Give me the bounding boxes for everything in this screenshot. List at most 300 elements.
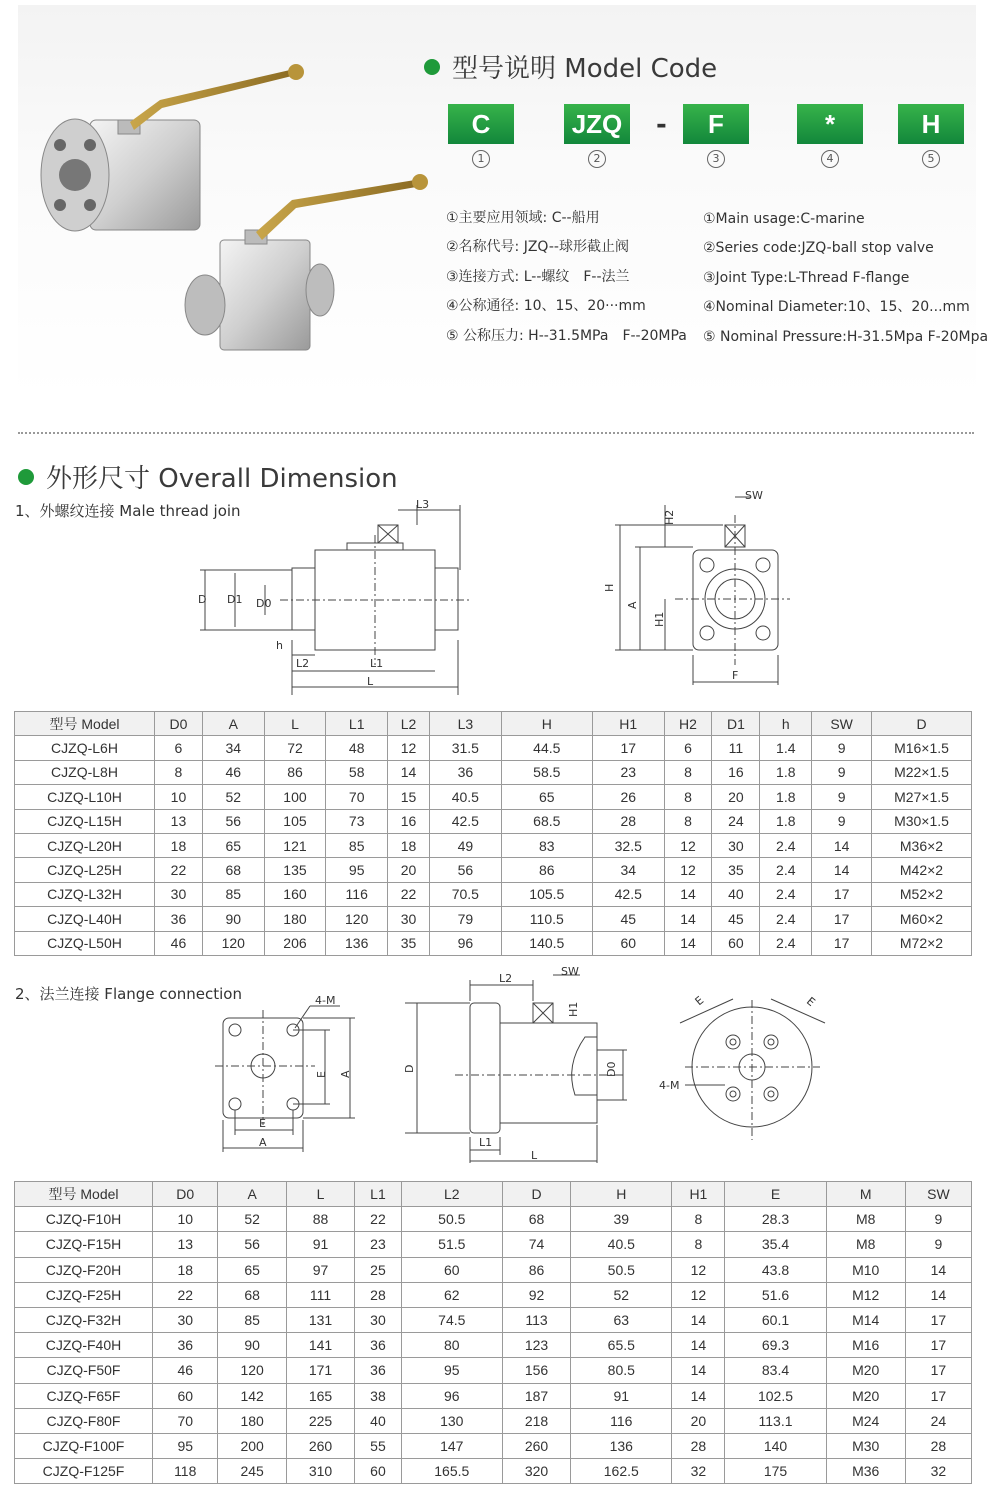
- table-cell: 2.4: [760, 907, 812, 931]
- table-header-cell: L1: [355, 1182, 402, 1207]
- table-cell: 17: [592, 736, 664, 760]
- table-header-cell: L: [286, 1182, 354, 1207]
- table-header-cell: A: [202, 712, 264, 736]
- table-cell: 26: [592, 785, 664, 809]
- table-cell: 17: [812, 882, 872, 906]
- table-cell: 90: [218, 1333, 286, 1358]
- table-row: [15, 1232, 972, 1257]
- table-cell: 165: [286, 1383, 354, 1408]
- table-cell: 45: [712, 907, 760, 931]
- table-row: [15, 833, 972, 857]
- table-cell: 49: [430, 833, 502, 857]
- table-cell: CJZQ-L10H: [15, 785, 155, 809]
- table-cell: 111: [286, 1282, 354, 1307]
- table-cell: 12: [664, 833, 712, 857]
- table-cell: 14: [905, 1282, 971, 1307]
- table-cell: 23: [592, 760, 664, 784]
- table-cell: 113: [502, 1307, 570, 1332]
- table-cell: 96: [401, 1383, 502, 1408]
- table-cell: 18: [155, 833, 203, 857]
- table-cell: 12: [672, 1282, 725, 1307]
- table-cell: 1.4: [760, 736, 812, 760]
- table-cell: 260: [286, 1433, 354, 1458]
- table-row: [15, 1433, 972, 1458]
- table-cell: 175: [725, 1459, 826, 1484]
- table-cell: 24: [712, 809, 760, 833]
- table-header-cell: SW: [812, 712, 872, 736]
- table-cell: 9: [812, 785, 872, 809]
- table-cell: 105: [264, 809, 326, 833]
- table-cell: 65: [501, 785, 592, 809]
- table-cell: 30: [388, 907, 430, 931]
- table-header-cell: A: [218, 1182, 286, 1207]
- table-row: [15, 858, 972, 882]
- table-cell: 88: [286, 1207, 354, 1232]
- table-cell: M12: [826, 1282, 905, 1307]
- flange-valve-image: [41, 64, 304, 231]
- table-cell: 40: [355, 1408, 402, 1433]
- table-cell: 55: [355, 1433, 402, 1458]
- table-header-cell: D: [872, 712, 972, 736]
- table-cell: 225: [286, 1408, 354, 1433]
- table-cell: 14: [905, 1257, 971, 1282]
- table-cell: 180: [264, 907, 326, 931]
- dim-label-l2: L2: [499, 972, 513, 985]
- dim-label-sw: SW: [561, 965, 579, 978]
- table-cell: 97: [286, 1257, 354, 1282]
- table-cell: CJZQ-F100F: [15, 1433, 153, 1458]
- table-cell: 9: [905, 1232, 971, 1257]
- table-cell: CJZQ-L25H: [15, 858, 155, 882]
- table-cell: 260: [502, 1433, 570, 1458]
- code-box-h: H: [898, 104, 964, 144]
- male-thread-subtitle: 1、外螺纹连接 Male thread join: [15, 502, 241, 520]
- dim-label-l: L: [367, 675, 374, 688]
- table-cell: 46: [153, 1358, 218, 1383]
- table-cell: 68: [202, 858, 264, 882]
- dim-label-l1: L1: [370, 657, 384, 670]
- code-box-c: C: [448, 104, 514, 144]
- dim-label-h1: H1: [653, 611, 666, 627]
- flange-dimension-table: [14, 1181, 972, 1484]
- table-cell: M16×1.5: [872, 736, 972, 760]
- table-row: [15, 1459, 972, 1484]
- table-cell: 85: [326, 833, 388, 857]
- table-cell: 36: [430, 760, 502, 784]
- table-cell: 17: [812, 907, 872, 931]
- table-cell: M10: [826, 1257, 905, 1282]
- table-cell: 70: [326, 785, 388, 809]
- flange-front-view-drawing: [205, 990, 380, 1155]
- section-divider: [18, 432, 974, 434]
- product-photo: [30, 60, 450, 380]
- model-code-row: [446, 104, 966, 174]
- table-cell: CJZQ-F10H: [15, 1207, 153, 1232]
- table-cell: CJZQ-F80F: [15, 1408, 153, 1433]
- table-cell: 1.8: [760, 809, 812, 833]
- table-cell: 160: [264, 882, 326, 906]
- code-box-star: *: [797, 104, 863, 144]
- dim-label-a: A: [259, 1136, 267, 1149]
- table-cell: 34: [202, 736, 264, 760]
- table-cell: CJZQ-L15H: [15, 809, 155, 833]
- flange-round-view-drawing: [655, 985, 830, 1150]
- table-cell: 74.5: [401, 1307, 502, 1332]
- table-cell: 110.5: [501, 907, 592, 931]
- table-cell: 10: [153, 1207, 218, 1232]
- table-cell: 24: [905, 1408, 971, 1433]
- dim-label-e: E: [803, 994, 818, 1009]
- table-cell: 320: [502, 1459, 570, 1484]
- model-code-title: 型号说明 Model Code: [424, 48, 717, 85]
- table-header-cell: H1: [592, 712, 664, 736]
- table-cell: 14: [672, 1358, 725, 1383]
- table-header-cell: E: [725, 1182, 826, 1207]
- dim-label-a: A: [626, 601, 639, 609]
- table-cell: M42×2: [872, 858, 972, 882]
- table-cell: M30: [826, 1433, 905, 1458]
- table-cell: 22: [155, 858, 203, 882]
- table-cell: 120: [202, 931, 264, 955]
- table-cell: 42.5: [592, 882, 664, 906]
- table-cell: 200: [218, 1433, 286, 1458]
- table-cell: 30: [355, 1307, 402, 1332]
- table-cell: 218: [502, 1408, 570, 1433]
- table-cell: 141: [286, 1333, 354, 1358]
- dim-label-e: E: [259, 1117, 266, 1130]
- flange-subtitle: 2、法兰连接 Flange connection: [15, 985, 242, 1003]
- table-cell: 17: [812, 931, 872, 955]
- table-row: [15, 785, 972, 809]
- table-row: [15, 1358, 972, 1383]
- table-header-cell: D0: [153, 1182, 218, 1207]
- table-cell: 116: [571, 1408, 672, 1433]
- table-cell: 14: [672, 1307, 725, 1332]
- table-cell: 80: [401, 1333, 502, 1358]
- table-cell: 10: [155, 785, 203, 809]
- table-cell: M16: [826, 1333, 905, 1358]
- table-cell: 40: [712, 882, 760, 906]
- code-num-5: 5: [898, 150, 964, 168]
- table-cell: 14: [388, 760, 430, 784]
- table-cell: 85: [202, 882, 264, 906]
- table-cell: 95: [401, 1358, 502, 1383]
- table-cell: M36: [826, 1459, 905, 1484]
- table-cell: 116: [326, 882, 388, 906]
- table-cell: 171: [286, 1358, 354, 1383]
- table-cell: 50.5: [401, 1207, 502, 1232]
- dim-label-4m: 4-M: [659, 1079, 680, 1092]
- table-cell: 25: [355, 1257, 402, 1282]
- table-cell: 14: [664, 882, 712, 906]
- table-cell: 14: [672, 1383, 725, 1408]
- table-header-cell: D0: [155, 712, 203, 736]
- table-cell: 32.5: [592, 833, 664, 857]
- table-cell: M22×1.5: [872, 760, 972, 784]
- table-cell: 58.5: [501, 760, 592, 784]
- table-cell: 83: [501, 833, 592, 857]
- table-cell: 30: [712, 833, 760, 857]
- table-cell: 69.3: [725, 1333, 826, 1358]
- dim-label-h: h: [276, 639, 283, 652]
- model-code-desc-cn: [446, 204, 687, 351]
- desc-en-line: ⑤ Nominal Pressure:H-31.5Mpa F-20Mpa: [703, 328, 989, 345]
- table-row: [15, 1307, 972, 1332]
- table-row: [15, 1282, 972, 1307]
- table-cell: 68.5: [501, 809, 592, 833]
- table-header-cell: L: [264, 712, 326, 736]
- table-cell: 187: [502, 1383, 570, 1408]
- dim-label-h1: H1: [567, 1001, 580, 1017]
- table-cell: 46: [155, 931, 203, 955]
- table-cell: 42.5: [430, 809, 502, 833]
- table-cell: 60: [153, 1383, 218, 1408]
- dim-label-l3: L3: [416, 498, 430, 511]
- table-cell: 70: [153, 1408, 218, 1433]
- table-cell: 79: [430, 907, 502, 931]
- table-row: [15, 931, 972, 955]
- table-cell: CJZQ-L6H: [15, 736, 155, 760]
- table-cell: M20: [826, 1358, 905, 1383]
- table-cell: 20: [712, 785, 760, 809]
- table-cell: 68: [502, 1207, 570, 1232]
- table-cell: 36: [355, 1358, 402, 1383]
- table-cell: 113.1: [725, 1408, 826, 1433]
- table-cell: 86: [502, 1257, 570, 1282]
- table-cell: 8: [155, 760, 203, 784]
- thread-valve-image: [185, 174, 428, 350]
- table-cell: M20: [826, 1383, 905, 1408]
- dim-label-d: D: [198, 593, 207, 606]
- table-cell: 91: [286, 1232, 354, 1257]
- code-box-jzq: JZQ: [564, 104, 630, 144]
- table-cell: 45: [592, 907, 664, 931]
- dim-label-f: F: [732, 669, 739, 682]
- table-cell: 12: [664, 858, 712, 882]
- table-cell: 31.5: [430, 736, 502, 760]
- table-cell: 32: [672, 1459, 725, 1484]
- table-cell: 245: [218, 1459, 286, 1484]
- code-dash: -: [656, 110, 667, 140]
- table-cell: 22: [388, 882, 430, 906]
- table-cell: 18: [388, 833, 430, 857]
- table-cell: 32: [905, 1459, 971, 1484]
- table-cell: 48: [326, 736, 388, 760]
- table-header-cell: D1: [712, 712, 760, 736]
- table-cell: 28: [592, 809, 664, 833]
- table-header-cell: L2: [388, 712, 430, 736]
- table-cell: 14: [672, 1333, 725, 1358]
- table-cell: 6: [155, 736, 203, 760]
- table-cell: 96: [430, 931, 502, 955]
- desc-cn-line: ①主要应用领域: C--船用: [446, 210, 600, 226]
- table-cell: 156: [502, 1358, 570, 1383]
- table-cell: CJZQ-L50H: [15, 931, 155, 955]
- table-header-cell: 型号 Model: [15, 712, 155, 736]
- table-cell: 105.5: [501, 882, 592, 906]
- table-cell: 65: [218, 1257, 286, 1282]
- dim-label-e: E: [692, 993, 707, 1009]
- table-header-cell: L2: [401, 1182, 502, 1207]
- table-cell: M36×2: [872, 833, 972, 857]
- code-num-4: 4: [797, 150, 863, 168]
- table-header-cell: H: [571, 1182, 672, 1207]
- table-cell: 2.4: [760, 931, 812, 955]
- table-cell: 8: [664, 785, 712, 809]
- table-cell: 310: [286, 1459, 354, 1484]
- code-num-1: 1: [448, 150, 514, 168]
- table-header-cell: H: [501, 712, 592, 736]
- table-cell: 13: [153, 1232, 218, 1257]
- table-cell: 28: [355, 1282, 402, 1307]
- table-cell: 180: [218, 1408, 286, 1433]
- dim-label-a: A: [339, 1070, 352, 1078]
- table-cell: CJZQ-F20H: [15, 1257, 153, 1282]
- table-cell: 14: [812, 858, 872, 882]
- dim-label-l1: L1: [479, 1136, 493, 1149]
- table-cell: 22: [355, 1207, 402, 1232]
- table-cell: 28: [905, 1433, 971, 1458]
- table-cell: 14: [812, 833, 872, 857]
- table-cell: CJZQ-L20H: [15, 833, 155, 857]
- table-row: [15, 809, 972, 833]
- table-row: [15, 1383, 972, 1408]
- table-cell: 30: [155, 882, 203, 906]
- table-cell: 118: [153, 1459, 218, 1484]
- table-header-cell: D: [502, 1182, 570, 1207]
- table-cell: 35: [712, 858, 760, 882]
- table-cell: 130: [401, 1408, 502, 1433]
- table-cell: 58: [326, 760, 388, 784]
- table-cell: 16: [712, 760, 760, 784]
- table-row: [15, 1333, 972, 1358]
- table-cell: 36: [355, 1333, 402, 1358]
- table-cell: 9: [812, 809, 872, 833]
- table-row: [15, 882, 972, 906]
- table-cell: 86: [501, 858, 592, 882]
- table-cell: 90: [202, 907, 264, 931]
- table-cell: 162.5: [571, 1459, 672, 1484]
- table-cell: 120: [326, 907, 388, 931]
- table-cell: 8: [664, 809, 712, 833]
- table-cell: 9: [812, 760, 872, 784]
- table-cell: 62: [401, 1282, 502, 1307]
- table2-body: [15, 1207, 972, 1484]
- table-cell: 135: [264, 858, 326, 882]
- table-cell: 60: [401, 1257, 502, 1282]
- table-row: [15, 1408, 972, 1433]
- table-header-cell: h: [760, 712, 812, 736]
- table-cell: 56: [202, 809, 264, 833]
- table-cell: 28.3: [725, 1207, 826, 1232]
- table-cell: CJZQ-F25H: [15, 1282, 153, 1307]
- table-cell: 46: [202, 760, 264, 784]
- desc-cn-line: ②名称代号: JZQ--球形截止阀: [446, 239, 629, 256]
- table-cell: 102.5: [725, 1383, 826, 1408]
- table-cell: 2.4: [760, 858, 812, 882]
- table-cell: 65: [202, 833, 264, 857]
- table-cell: M30×1.5: [872, 809, 972, 833]
- dim-label-d1: D1: [227, 593, 243, 606]
- table-cell: 60.1: [725, 1307, 826, 1332]
- table-cell: M72×2: [872, 931, 972, 955]
- table-header-cell: L1: [326, 712, 388, 736]
- table-cell: 80.5: [571, 1358, 672, 1383]
- table-cell: 2.4: [760, 882, 812, 906]
- table-cell: 35.4: [725, 1232, 826, 1257]
- table-cell: CJZQ-F50F: [15, 1358, 153, 1383]
- table-cell: 131: [286, 1307, 354, 1332]
- table-row: [15, 1257, 972, 1282]
- table-cell: 20: [672, 1408, 725, 1433]
- dim-label-d0: D0: [605, 1061, 618, 1077]
- table-cell: 91: [571, 1383, 672, 1408]
- desc-cn-line: ③连接方式: L--螺纹 F--法兰: [446, 268, 630, 285]
- table-cell: 14: [664, 907, 712, 931]
- table-cell: M24: [826, 1408, 905, 1433]
- table-header-cell: SW: [905, 1182, 971, 1207]
- table-cell: 36: [153, 1333, 218, 1358]
- table-cell: 123: [502, 1333, 570, 1358]
- bullet-icon: [424, 59, 440, 75]
- table-cell: 100: [264, 785, 326, 809]
- table-cell: CJZQ-F15H: [15, 1232, 153, 1257]
- table-cell: 92: [502, 1282, 570, 1307]
- table-header-cell: H2: [664, 712, 712, 736]
- table-cell: 23: [355, 1232, 402, 1257]
- thread-side-view-drawing: [180, 495, 480, 700]
- table-cell: M8: [826, 1232, 905, 1257]
- table-header-cell: 型号 Model: [15, 1182, 153, 1207]
- table-cell: 121: [264, 833, 326, 857]
- table-cell: CJZQ-L40H: [15, 907, 155, 931]
- table-cell: 206: [264, 931, 326, 955]
- table-row: [15, 907, 972, 931]
- table-cell: 40.5: [430, 785, 502, 809]
- table-cell: 50.5: [571, 1257, 672, 1282]
- table-cell: CJZQ-F65F: [15, 1383, 153, 1408]
- table1-body: [15, 736, 972, 956]
- table-row: [15, 736, 972, 760]
- table-cell: 72: [264, 736, 326, 760]
- desc-en-line: ①Main usage:C-marine: [703, 211, 865, 227]
- dim-label-h2: H2: [663, 509, 676, 525]
- desc-cn-line: ④公称通径: 10、15、20···mm: [446, 298, 646, 315]
- table-header-cell: M: [826, 1182, 905, 1207]
- table-cell: 39: [571, 1207, 672, 1232]
- table-cell: 147: [401, 1433, 502, 1458]
- table-cell: 86: [264, 760, 326, 784]
- table-cell: 52: [202, 785, 264, 809]
- flange-side-view-drawing: [395, 965, 635, 1165]
- table-cell: 17: [905, 1307, 971, 1332]
- table-cell: CJZQ-L32H: [15, 882, 155, 906]
- table-cell: 73: [326, 809, 388, 833]
- desc-cn-line: ⑤ 公称压力: H--31.5MPa F--20MPa: [446, 327, 687, 344]
- table-cell: 68: [218, 1282, 286, 1307]
- code-num-3: 3: [683, 150, 749, 168]
- table-cell: CJZQ-F32H: [15, 1307, 153, 1332]
- dim-label-sw: SW: [745, 489, 763, 502]
- table-cell: M8: [826, 1207, 905, 1232]
- table-cell: 95: [153, 1433, 218, 1458]
- table-cell: 1.8: [760, 785, 812, 809]
- table-row: [15, 1207, 972, 1232]
- table-cell: 9: [812, 736, 872, 760]
- table-cell: 6: [664, 736, 712, 760]
- overall-dimension-title: 外形尺寸 Overall Dimension: [18, 458, 398, 495]
- table-cell: 2.4: [760, 833, 812, 857]
